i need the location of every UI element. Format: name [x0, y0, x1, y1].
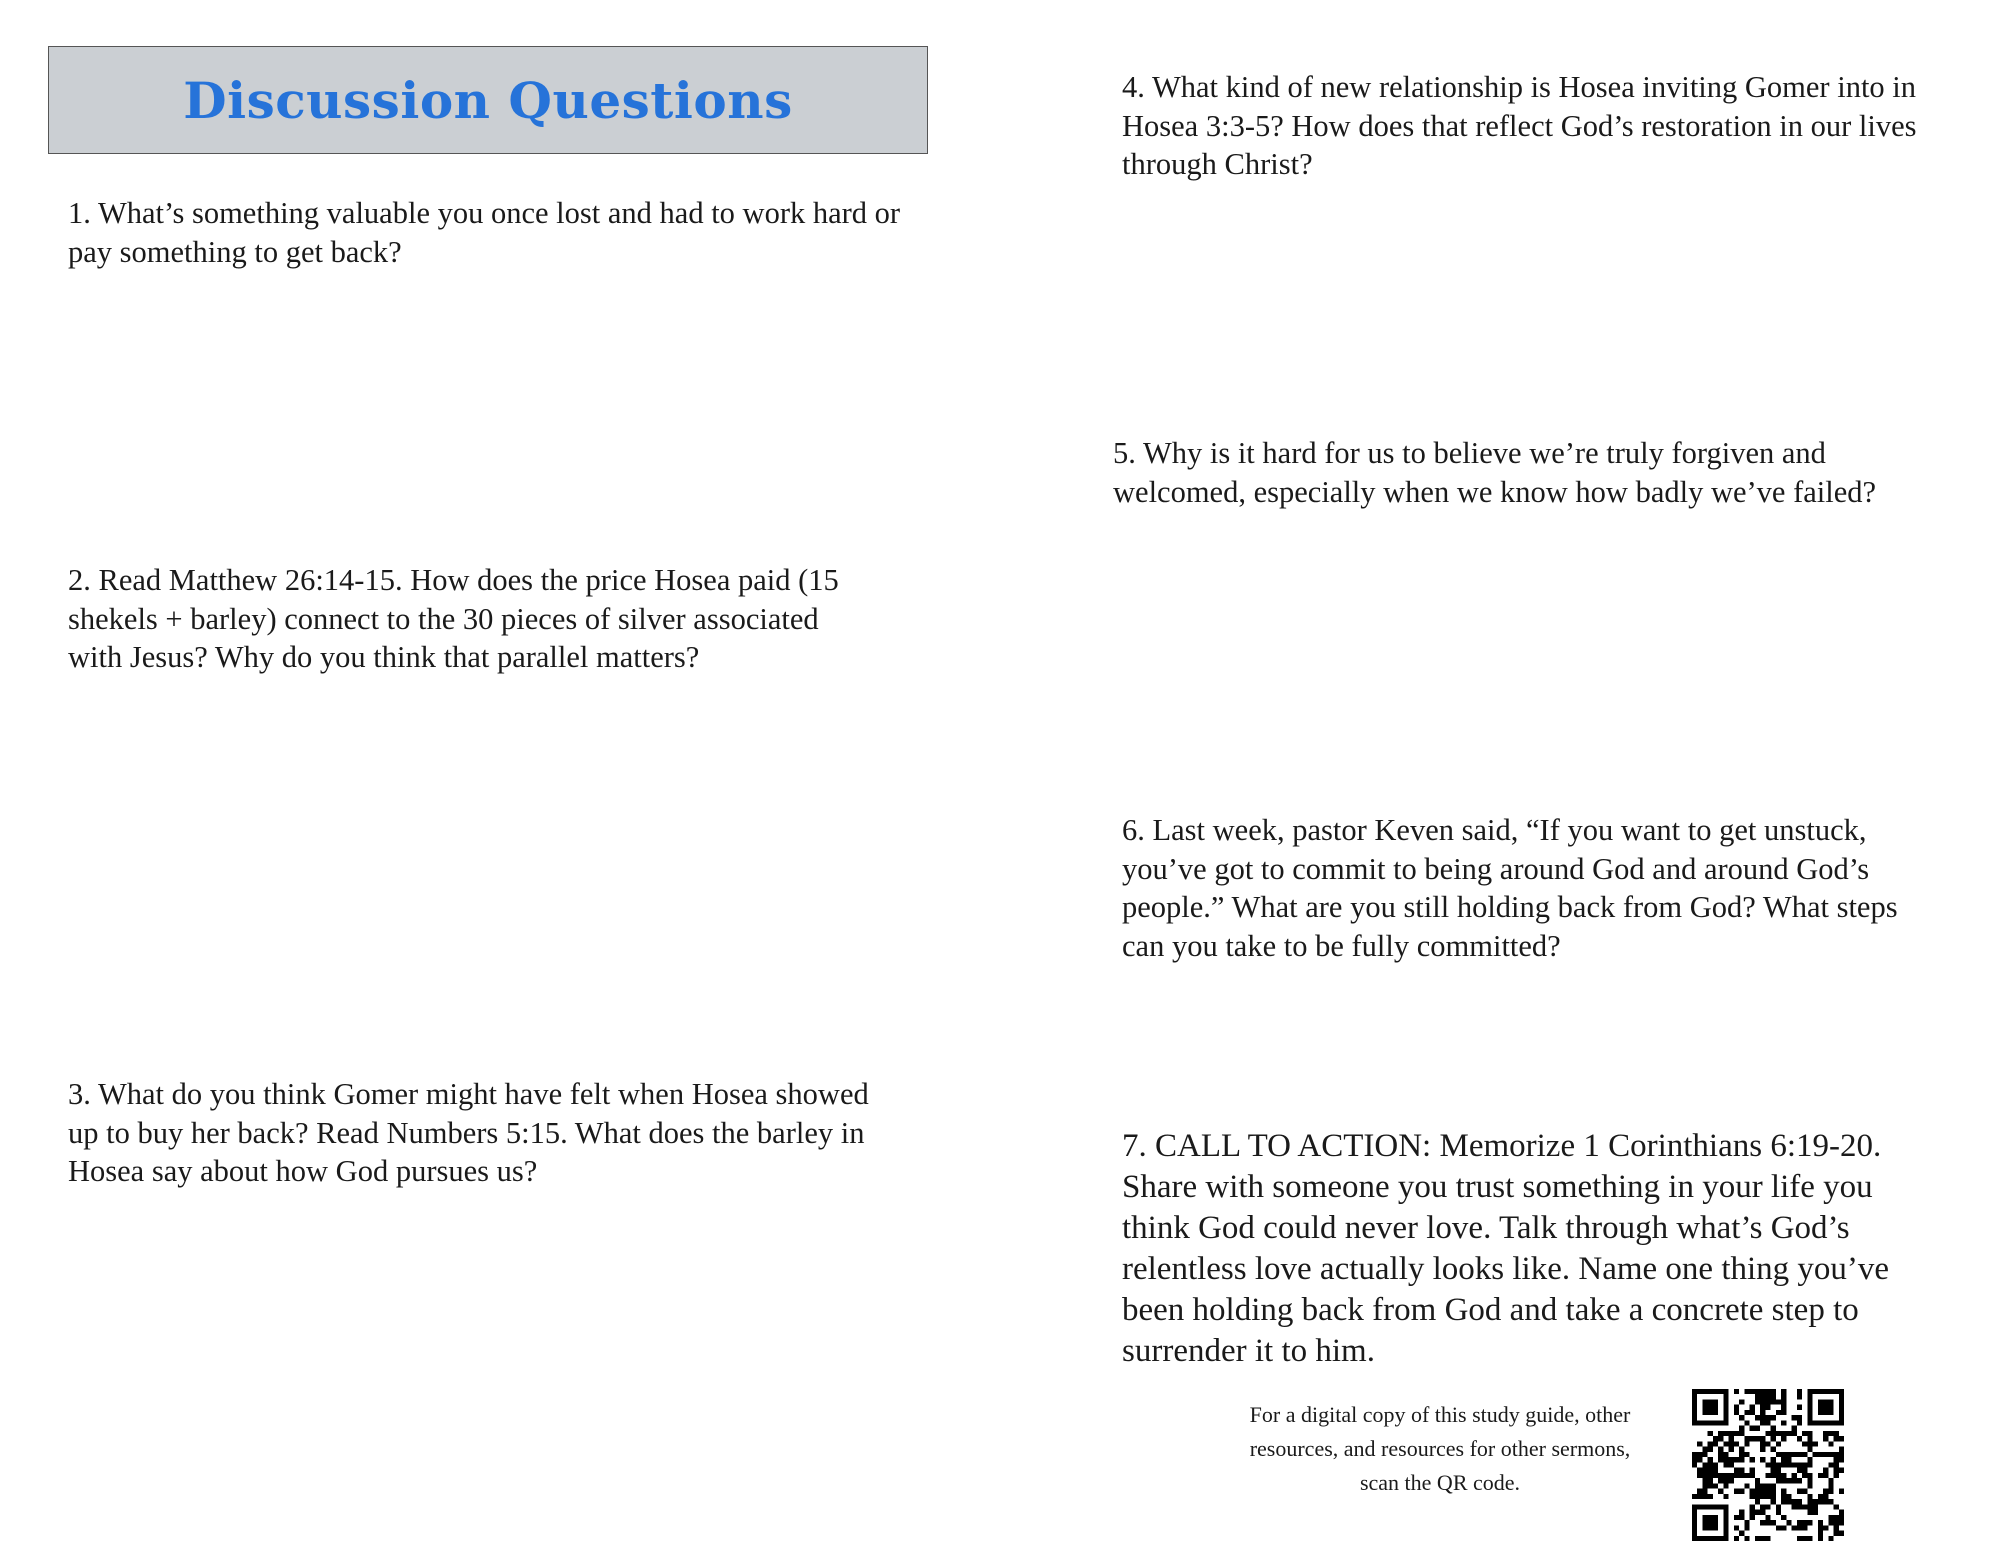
- title-banner: [48, 46, 928, 154]
- digital-copy-note: For a digital copy of this study guide, other resources, and resources for other sermons, scan the QR code.: [1249, 1402, 1631, 1495]
- qr-code-icon[interactable]: [1692, 1389, 1844, 1541]
- question-3: 3. What do you think Gomer might have felt when Hosea showed up to buy her back? Read Numbers 5:15. What does the barley in Hosea say about how God pursues us?: [68, 1077, 869, 1188]
- question-7-call-to-action: 7. CALL TO ACTION: Memorize 1 Corinthians 6:19-20. Share with someone you trust something in your life you think God could never love. Talk through what’s God’s relentless love actually looks like. Name one thing you’ve been holding back from God and take a concrete step to surrender it to him.: [1122, 1128, 1890, 1369]
- question-6: 6. Last week, pastor Keven said, “If you want to get unstuck, you’ve got to commit to being around God and around God’s people.” What are you still holding back from God? What steps can you take to be fully committed?: [1122, 813, 1898, 963]
- question-1: 1. What’s something valuable you once lost and had to work hard or pay something to get back?: [68, 196, 901, 269]
- page-title: Discussion Questions: [183, 70, 793, 130]
- question-2: 2. Read Matthew 26:14-15. How does the price Hosea paid (15 shekels + barley) connect to the 30 pieces of silver associated with Jesus? Why do you think that parallel matters?: [68, 563, 839, 674]
- question-4: 4. What kind of new relationship is Hosea inviting Gomer into in Hosea 3:3-5? How does that reflect God’s restoration in our lives through Christ?: [1122, 70, 1917, 181]
- question-5: 5. Why is it hard for us to believe we’re truly forgiven and welcomed, especially when we know how badly we’ve failed?: [1113, 436, 1877, 509]
